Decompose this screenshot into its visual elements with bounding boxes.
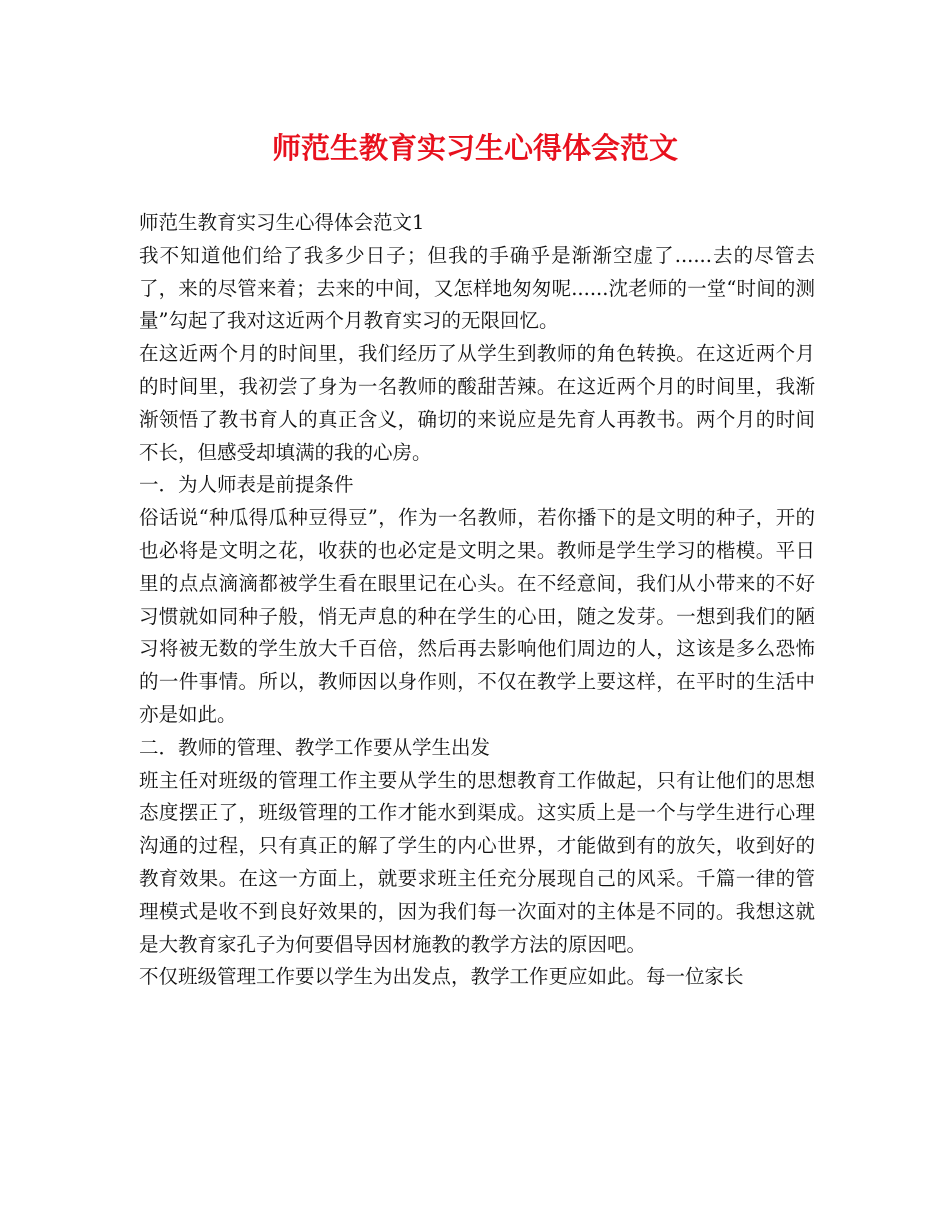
paragraph: 在这近两个月的时间里，我们经历了从学生到教师的角色转换。在这近两个月的时间里，我初尝了身为一名教师的酸甜苦辣。在这近两个月的时间里，我渐渐领悟了教书育人的真正含义，确切的来说应是先育人再教书。两个月的时间不长，但感受却填满的我的心房。: [139, 342, 815, 464]
section-heading: 二．教师的管理、教学工作要从学生出发: [139, 735, 491, 759]
document-body: [139, 207, 815, 994]
paragraph: 我不知道他们给了我多少日子；但我的手确乎是渐渐空虚了......去的尽管去了，来的尽管来着；去来的中间，又怎样地匆匆呢......沈老师的一堂“时间的测量”勾起了我对这近两个月教育实习的无限回忆。: [139, 243, 815, 333]
section-heading: 一．为人师表是前提条件: [139, 473, 354, 497]
paragraph: 俗话说“种瓜得瓜种豆得豆”，作为一名教师，若你播下的是文明的种子，开的也必将是文明之花，收获的也必定是文明之果。教师是学生学习的楷模。平日里的点点滴滴都被学生看在眼里记在心头。在不经意间，我们从小带来的不好习惯就如同种子般，悄无声息的种在学生的心田，随之发芽。一想到我们的陋习将被无数的学生放大千百倍，然后再去影响他们周边的人，这该是多么恐怖的一件事情。所以，教师因以身作则，不仅在教学上要这样，在平时的生活中亦是如此。: [139, 506, 815, 726]
document-subtitle: 师范生教育实习生心得体会范文1: [139, 211, 425, 234]
document-title: 师范生教育实习生心得体会范文: [271, 131, 678, 165]
paragraph: 班主任对班级的管理工作主要从学生的思想教育工作做起，只有让他们的思想态度摆正了，班级管理的工作才能水到渠成。这实质上是一个与学生进行心理沟通的过程，只有真正的解了学生的内心世界，才能做到有的放矢，收到好的教育效果。在这一方面上，就要求班主任充分展现自己的风采。千篇一律的管理模式是收不到良好效果的，因为我们每一次面对的主体是不同的。我想这就是大教育家孔子为何要倡导因材施教的教学方法的原因吧。: [139, 768, 815, 956]
paragraph: 不仅班级管理工作要以学生为出发点，教学工作更应如此。每一位家长: [139, 965, 744, 989]
